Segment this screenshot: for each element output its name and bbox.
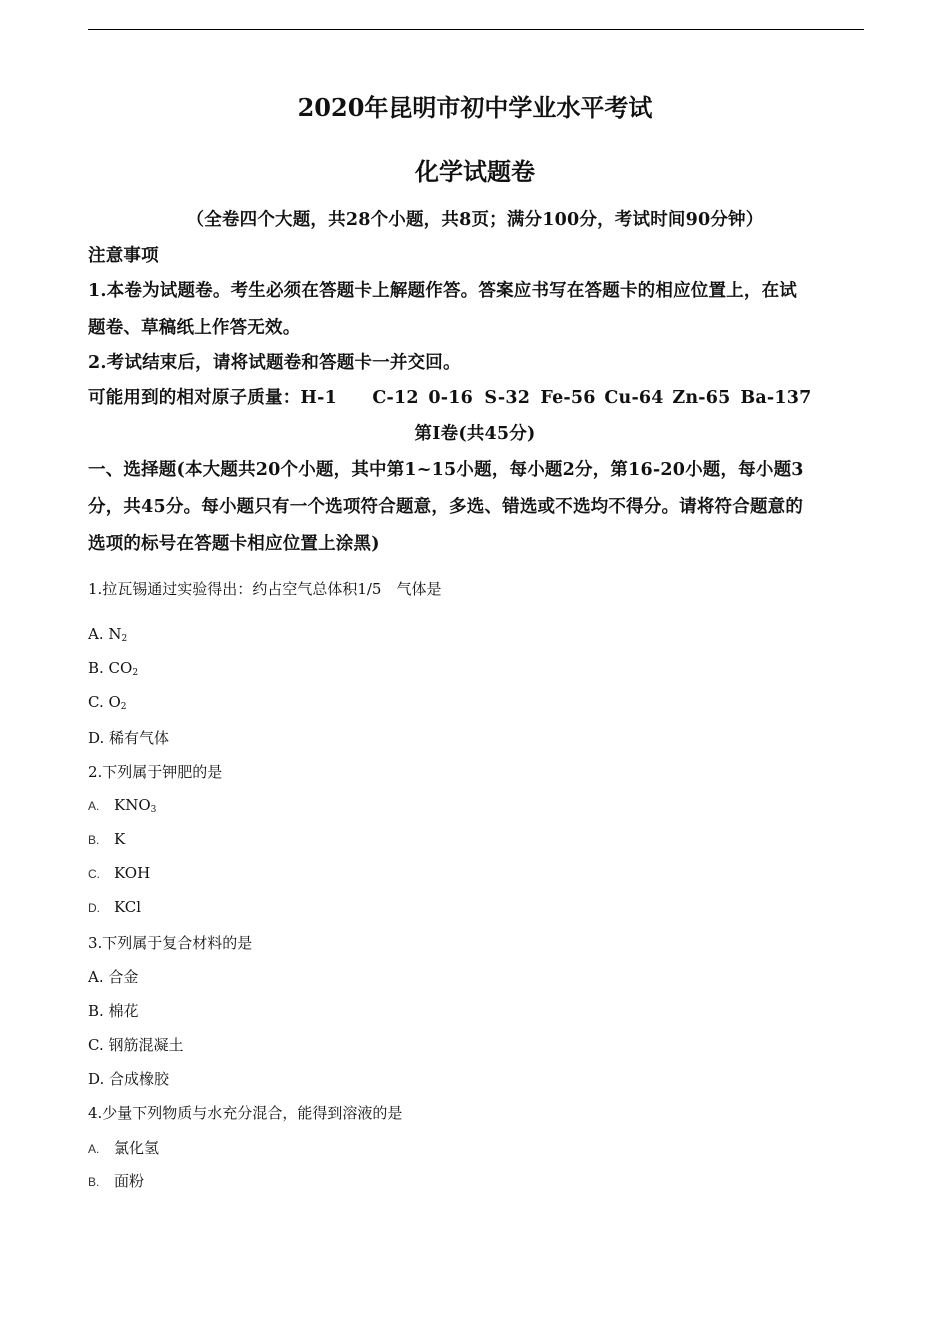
atomic-mass: C-12: [372, 388, 419, 408]
question-4-option-b: [88, 1170, 144, 1191]
option-text: K: [114, 830, 126, 848]
part1-heading: 第Ⅰ卷(共45分): [414, 424, 536, 444]
question-2-option-a: [88, 796, 156, 815]
option-text: KOH: [114, 864, 151, 882]
option-text: 氯化氢: [114, 1139, 160, 1157]
question-4-stem: 4.少量下列物质与水充分混合，能得到溶液的是: [88, 1104, 403, 1122]
atomic-mass: Fe-56: [540, 388, 596, 408]
question-2-option-b: [88, 830, 125, 848]
section1-intro-cont: 选项的标号在答题卡相应位置上涂黑): [88, 534, 380, 554]
question-2-stem: 2.下列属于钾肥的是: [88, 763, 223, 781]
atomic-mass: Zn-65: [672, 388, 731, 408]
question-4-option-a: [88, 1137, 159, 1158]
atomic-masses: [88, 384, 812, 409]
option-text: B. CO: [88, 659, 133, 677]
atomic-masses-label: 可能用到的相对原子质量：: [88, 388, 301, 408]
option-letter: B.: [88, 833, 100, 847]
question-3-option-c: C. 钢筋混凝土: [88, 1036, 184, 1054]
question-1-option-b: [88, 659, 138, 678]
header-rule: [88, 29, 864, 30]
option-text: C. O: [88, 693, 121, 711]
atomic-mass: Cu-64: [604, 388, 664, 408]
option-letter: B.: [88, 1175, 100, 1189]
section1-intro: 一、选择题(本大题共20个小题，其中第1~15小题，每小题2分，第16-20小题，每小题3: [88, 460, 804, 480]
atomic-mass: H-1: [300, 388, 337, 408]
question-2-option-c: [88, 864, 150, 882]
subscript: 2: [120, 702, 127, 712]
question-2-option-d: [88, 898, 141, 916]
option-letter: C.: [88, 867, 100, 881]
question-1-option-d: D. 稀有气体: [88, 729, 170, 747]
notice-item-1: 1.本卷为试题卷。考生必须在答题卡上解题作答。答案应书写在答题卡的相应位置上，在试: [88, 281, 797, 301]
notice-heading: 注意事项: [88, 246, 159, 266]
question-1-stem: 1.拉瓦锡通过实验得出：约占空气总体积1/5 气体是: [88, 580, 442, 598]
atomic-mass: 0-16: [428, 388, 473, 408]
question-1-option-c: [88, 693, 127, 712]
option-text: A. N: [88, 625, 122, 643]
section1-intro-cont: 分，共45分。每小题只有一个选项符合题意，多选、错选或不选均不得分。请将符合题意的: [88, 497, 804, 517]
option-text: 面粉: [114, 1172, 145, 1190]
subscript: 3: [150, 805, 157, 815]
question-3-option-a: A. 合金: [88, 968, 139, 986]
page-subtitle: 化学试题卷: [415, 157, 535, 186]
subscript: 2: [121, 634, 128, 644]
notice-item-1-cont: 题卷、草稿纸上作答无效。: [88, 318, 301, 338]
question-3-option-d: D. 合成橡胶: [88, 1070, 170, 1088]
option-text: KNO: [114, 796, 151, 814]
notice-item-2: 2.考试结束后，请将试题卷和答题卡一并交回。: [88, 353, 461, 373]
subscript: 2: [132, 668, 139, 678]
question-3-stem: 3.下列属于复合材料的是: [88, 934, 253, 952]
option-letter: A.: [88, 1142, 100, 1156]
page-title: 2020年昆明市初中学业水平考试: [297, 93, 653, 122]
question-1-option-a: [88, 625, 127, 644]
option-letter: A.: [88, 799, 100, 813]
atomic-mass: Ba-137: [740, 388, 812, 408]
option-letter: D.: [88, 901, 100, 915]
exam-info: （全卷四个大题，共28个小题，共8页；满分100分，考试时间90分钟）: [186, 210, 764, 230]
option-text: KCl: [114, 898, 142, 916]
atomic-mass: S-32: [484, 388, 531, 408]
question-3-option-b: B. 棉花: [88, 1002, 139, 1020]
